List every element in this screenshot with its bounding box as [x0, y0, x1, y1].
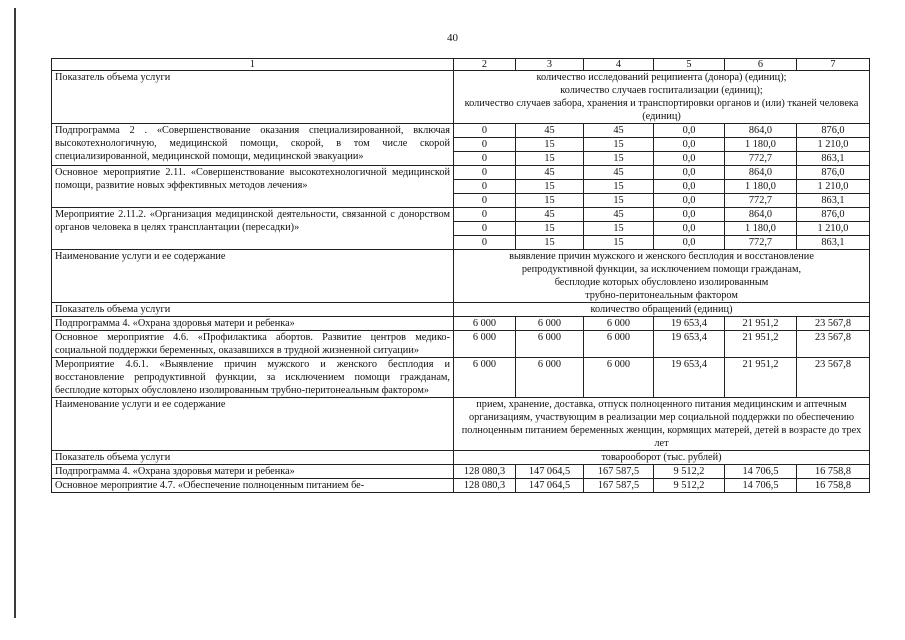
value-cell: 863,1	[797, 236, 870, 250]
value-cell: 0,0	[654, 124, 725, 138]
value-cell: 45	[584, 208, 654, 222]
value-cell: 16 758,8	[797, 479, 870, 493]
value-cell: 0	[454, 236, 516, 250]
service-name-row	[52, 398, 870, 451]
program-label: Мероприятие 4.6.1. «Выявление причин мужского и женского бесплодия и восстановление репродуктивной функции, за исключением помощи гражданам, бесплодие которых обусловлено изолированным трубно-перитонеальным фактором»	[52, 358, 454, 398]
indicator-value: количество обращений (единиц)	[454, 303, 870, 317]
indicator-value: количество исследований реципиента (донора) (единиц); количество случаев госпитализации (единиц); количество случаев забора, хранения и транспортировки органов и (или) тканей человека (единиц)	[454, 71, 870, 124]
column-number: 7	[797, 59, 870, 71]
indicator-row	[52, 71, 870, 124]
value-cell: 15	[584, 236, 654, 250]
value-cell: 23 567,8	[797, 358, 870, 398]
table-row	[52, 465, 870, 479]
value-cell: 15	[584, 152, 654, 166]
value-cell: 15	[584, 180, 654, 194]
value-cell: 0	[454, 138, 516, 152]
service-value: прием, хранение, доставка, отпуск полноценного питания медицинским и аптечным организациям, участвующим в реализации мер социальной поддержки по обеспечению полноценным питанием беременных женщин, кормящих матерей, детей в возрасте до трех лет	[454, 398, 870, 451]
value-cell: 19 653,4	[654, 317, 725, 331]
column-number: 4	[584, 59, 654, 71]
value-cell: 6 000	[516, 331, 584, 358]
value-cell: 45	[584, 166, 654, 180]
value-cell: 15	[516, 194, 584, 208]
value-cell: 876,0	[797, 166, 870, 180]
value-cell: 167 587,5	[584, 479, 654, 493]
value-cell: 1 180,0	[725, 138, 797, 152]
value-cell: 14 706,5	[725, 479, 797, 493]
page-number: 40	[447, 32, 458, 44]
value-cell: 15	[516, 138, 584, 152]
value-cell: 6 000	[516, 317, 584, 331]
value-cell: 45	[516, 208, 584, 222]
value-cell: 0,0	[654, 166, 725, 180]
program-label: Основное мероприятие 4.6. «Профилактика абортов. Развитие центров медико-социальной поддержки беременных, оказавшихся в трудной жизненной ситуации»	[52, 331, 454, 358]
value-cell: 0,0	[654, 208, 725, 222]
value-cell: 21 951,2	[725, 331, 797, 358]
table-row	[52, 331, 870, 358]
value-cell: 45	[584, 124, 654, 138]
value-cell: 772,7	[725, 236, 797, 250]
value-cell: 19 653,4	[654, 358, 725, 398]
value-cell: 23 567,8	[797, 317, 870, 331]
value-cell: 0	[454, 222, 516, 236]
indicator-row	[52, 303, 870, 317]
value-cell: 15	[516, 222, 584, 236]
value-cell: 15	[584, 138, 654, 152]
service-value: выявление причин мужского и женского бесплодия и восстановление репродуктивной функции, за исключением помощи гражданам, бесплодие которых обусловлено изолированным трубно-перитонеальным фактором	[454, 250, 870, 303]
value-cell: 15	[584, 222, 654, 236]
value-cell: 1 180,0	[725, 180, 797, 194]
service-label: Наименование услуги и ее содержание	[52, 398, 454, 451]
value-cell: 6 000	[454, 317, 516, 331]
value-cell: 0	[454, 124, 516, 138]
value-cell: 6 000	[454, 331, 516, 358]
value-cell: 45	[516, 124, 584, 138]
value-cell: 0	[454, 152, 516, 166]
indicator-label: Показатель объема услуги	[52, 451, 454, 465]
value-cell: 772,7	[725, 194, 797, 208]
indicator-value: товарооборот (тыс. рублей)	[454, 451, 870, 465]
column-number: 5	[654, 59, 725, 71]
value-cell: 19 653,4	[654, 331, 725, 358]
value-cell: 6 000	[584, 358, 654, 398]
value-cell: 6 000	[584, 331, 654, 358]
value-cell: 15	[584, 194, 654, 208]
table-row	[52, 166, 870, 180]
indicator-label: Показатель объема услуги	[52, 71, 454, 124]
program-label: Подпрограмма 4. «Охрана здоровья матери и ребенка»	[52, 465, 454, 479]
value-cell: 16 758,8	[797, 465, 870, 479]
value-cell: 863,1	[797, 152, 870, 166]
value-cell: 0,0	[654, 194, 725, 208]
value-cell: 147 064,5	[516, 479, 584, 493]
value-cell: 864,0	[725, 208, 797, 222]
value-cell: 6 000	[584, 317, 654, 331]
value-cell: 0	[454, 194, 516, 208]
value-cell: 876,0	[797, 208, 870, 222]
table-row	[52, 317, 870, 331]
value-cell: 0	[454, 166, 516, 180]
value-cell: 0,0	[654, 222, 725, 236]
value-cell: 14 706,5	[725, 465, 797, 479]
value-cell: 0,0	[654, 138, 725, 152]
value-cell: 876,0	[797, 124, 870, 138]
indicator-label: Показатель объема услуги	[52, 303, 454, 317]
value-cell: 6 000	[516, 358, 584, 398]
program-label: Основное мероприятие 2.11. «Совершенствование высокотехнологичной медицинской помощи, развитие новых эффективных методов лечения»	[52, 166, 454, 208]
column-number: 3	[516, 59, 584, 71]
value-cell: 128 080,3	[454, 479, 516, 493]
value-cell: 1 210,0	[797, 222, 870, 236]
value-cell: 864,0	[725, 124, 797, 138]
value-cell: 147 064,5	[516, 465, 584, 479]
value-cell: 0,0	[654, 180, 725, 194]
value-cell: 21 951,2	[725, 317, 797, 331]
table-row	[52, 358, 870, 398]
value-cell: 0,0	[654, 236, 725, 250]
column-number: 1	[52, 59, 454, 71]
value-cell: 15	[516, 152, 584, 166]
program-label: Мероприятие 2.11.2. «Организация медицинской деятельности, связанной с донорством органов человека в целях трансплантации (пересадки)»	[52, 208, 454, 250]
value-cell: 6 000	[454, 358, 516, 398]
value-cell: 0	[454, 208, 516, 222]
column-header-row	[52, 59, 870, 71]
value-cell: 167 587,5	[584, 465, 654, 479]
table-row	[52, 208, 870, 222]
value-cell: 0,0	[654, 152, 725, 166]
value-cell: 15	[516, 236, 584, 250]
value-cell: 863,1	[797, 194, 870, 208]
value-cell: 21 951,2	[725, 358, 797, 398]
scan-edge-line	[14, 8, 16, 618]
value-cell: 0	[454, 180, 516, 194]
program-label: Основное мероприятие 4.7. «Обеспечение полноценным питанием бе-	[52, 479, 454, 493]
table-row	[52, 124, 870, 138]
program-label: Подпрограмма 4. «Охрана здоровья матери и ребенка»	[52, 317, 454, 331]
value-cell: 1 180,0	[725, 222, 797, 236]
value-cell: 9 512,2	[654, 479, 725, 493]
column-number: 6	[725, 59, 797, 71]
service-name-row	[52, 250, 870, 303]
value-cell: 23 567,8	[797, 331, 870, 358]
table-row	[52, 479, 870, 493]
indicator-row	[52, 451, 870, 465]
value-cell: 9 512,2	[654, 465, 725, 479]
services-table	[51, 58, 870, 493]
value-cell: 15	[516, 180, 584, 194]
value-cell: 1 210,0	[797, 180, 870, 194]
value-cell: 128 080,3	[454, 465, 516, 479]
value-cell: 1 210,0	[797, 138, 870, 152]
column-number: 2	[454, 59, 516, 71]
program-label: Подпрограмма 2 . «Совершенствование оказания специализированной, включая высокотехнологичную, медицинской помощи, скорой, в том числе скорой специализированной, медицинской помощи, медицинской эвакуации»	[52, 124, 454, 166]
service-label: Наименование услуги и ее содержание	[52, 250, 454, 303]
value-cell: 864,0	[725, 166, 797, 180]
value-cell: 45	[516, 166, 584, 180]
value-cell: 772,7	[725, 152, 797, 166]
